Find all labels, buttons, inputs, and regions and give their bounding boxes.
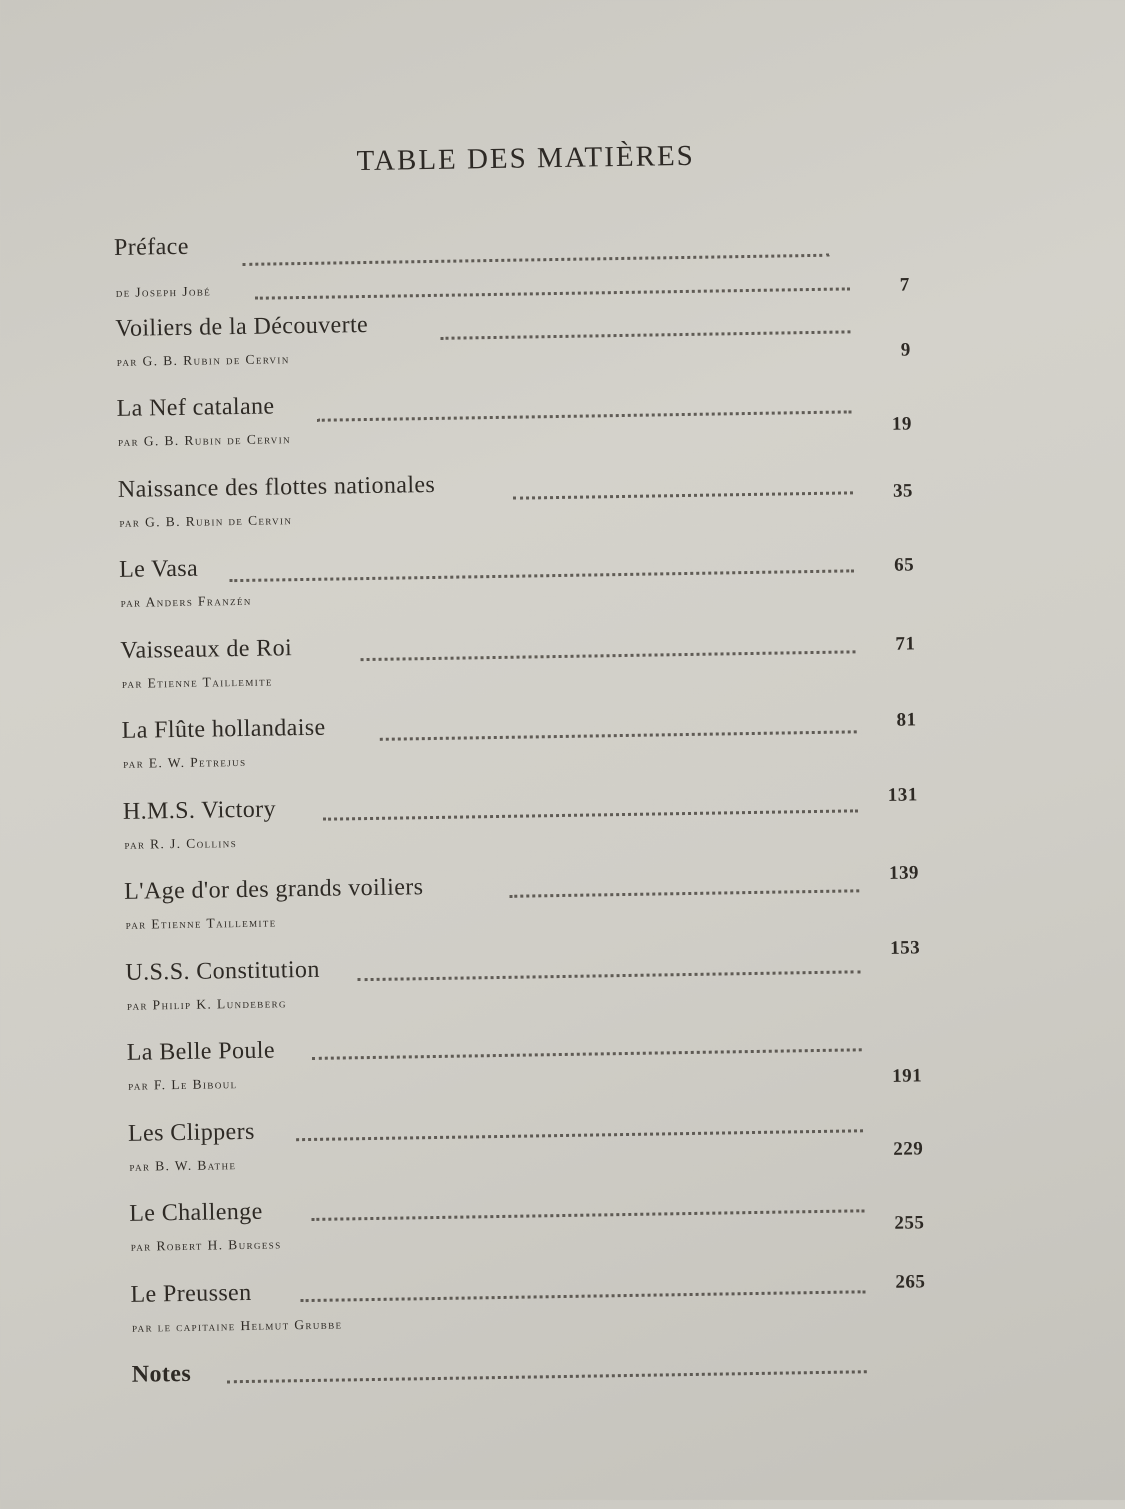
- toc-entry: [122, 783, 919, 879]
- toc-entry: [114, 222, 910, 315]
- toc-entry: [115, 303, 911, 396]
- dot-leader: [255, 287, 850, 299]
- entry-page-number: 81: [896, 709, 917, 731]
- dot-leader: [323, 809, 858, 820]
- entry-author: par Etienne Taillemite: [125, 914, 277, 932]
- entry-author: par Philip K. Lundeberg: [126, 994, 287, 1013]
- toc-entry: [130, 1269, 926, 1362]
- entry-page-number: 71: [895, 632, 916, 655]
- toc-entry: [126, 1027, 922, 1120]
- entry-page-number: 65: [893, 554, 915, 576]
- dot-leader: [440, 330, 850, 339]
- toc-entry: [120, 625, 916, 718]
- entry-page-number: 35: [892, 479, 914, 502]
- entry-page-number: 131: [887, 783, 918, 806]
- dot-leader: [229, 569, 854, 582]
- entry-title: Les Clippers: [127, 1118, 255, 1147]
- entry-title: La Flûte hollandaise: [121, 714, 326, 744]
- dot-leader: [301, 1290, 866, 1302]
- entry-title: Le Vasa: [118, 555, 199, 583]
- entry-page-number: 153: [889, 936, 921, 959]
- entry-author: par E. W. Petrejus: [123, 753, 247, 771]
- entry-author: de Joseph Jobé: [115, 283, 212, 300]
- entry-page-number: 255: [894, 1212, 925, 1234]
- dot-leader: [358, 970, 861, 981]
- entry-title: Préface: [113, 233, 190, 261]
- toc-entry: [118, 464, 914, 557]
- entry-page-number: 265: [895, 1270, 926, 1293]
- entry-author: par R. J. Collins: [124, 834, 238, 852]
- dot-leader: [513, 491, 853, 499]
- toc-entry-notes: [132, 1349, 928, 1442]
- entry-title: Naissance des flottes nationales: [117, 471, 436, 503]
- dot-leader: [311, 1209, 864, 1221]
- toc-entry: [116, 383, 912, 476]
- entry-title: La Nef catalane: [116, 393, 275, 422]
- entry-author: par Robert H. Burgess: [130, 1236, 282, 1254]
- entry-title: Voiliers de la Découverte: [115, 311, 369, 342]
- entry-title: U.S.S. Constitution: [125, 956, 320, 986]
- dot-leader: [312, 1048, 862, 1060]
- entry-page-number: 191: [892, 1065, 923, 1087]
- toc-entry: [123, 862, 920, 959]
- entry-page-number: 229: [893, 1137, 924, 1160]
- dot-leader: [242, 254, 829, 266]
- toc-entry: [125, 936, 921, 1040]
- entry-title: H.M.S. Victory: [122, 795, 277, 825]
- entry-page-number: 9: [900, 338, 911, 361]
- entry-author: par B. W. Bathe: [129, 1156, 237, 1174]
- dot-leader: [380, 730, 857, 740]
- entry-author: par G. B. Rubin de Cervin: [117, 431, 292, 449]
- entry-title: L'Age d'or des grands voiliers: [123, 874, 424, 905]
- entry-author: par G. B. Rubin de Cervin: [116, 350, 290, 369]
- entry-author: par G. B. Rubin de Cervin: [119, 511, 293, 530]
- toc-entry: [128, 1108, 924, 1201]
- entry-title: Le Challenge: [129, 1198, 263, 1227]
- entry-title: La Belle Poule: [126, 1037, 276, 1066]
- entry-title: Vaisseaux de Roi: [120, 634, 293, 664]
- page-title: TABLE DES MATIÈRES: [356, 139, 696, 178]
- toc-entry: [129, 1188, 925, 1281]
- entry-author: par Anders Franzén: [120, 592, 252, 610]
- dot-leader: [296, 1129, 863, 1141]
- entry-author: par le capitaine Helmut Grubbe: [131, 1315, 343, 1335]
- entry-page-number: 139: [888, 862, 920, 884]
- toc-entry: [119, 544, 915, 637]
- dot-leader: [361, 650, 856, 661]
- entry-title: Notes: [131, 1360, 192, 1388]
- entry-author: par Etienne Taillemite: [121, 673, 273, 691]
- dot-leader: [509, 889, 859, 897]
- toc-entry: [121, 705, 917, 798]
- entry-page-number: 7: [899, 274, 910, 296]
- table-of-contents: [114, 222, 928, 1442]
- entry-page-number: 19: [891, 413, 913, 435]
- entry-title: Le Preussen: [130, 1279, 252, 1308]
- entry-author: par F. Le Biboul: [128, 1076, 238, 1093]
- dot-leader: [227, 1370, 867, 1383]
- dot-leader: [317, 410, 852, 421]
